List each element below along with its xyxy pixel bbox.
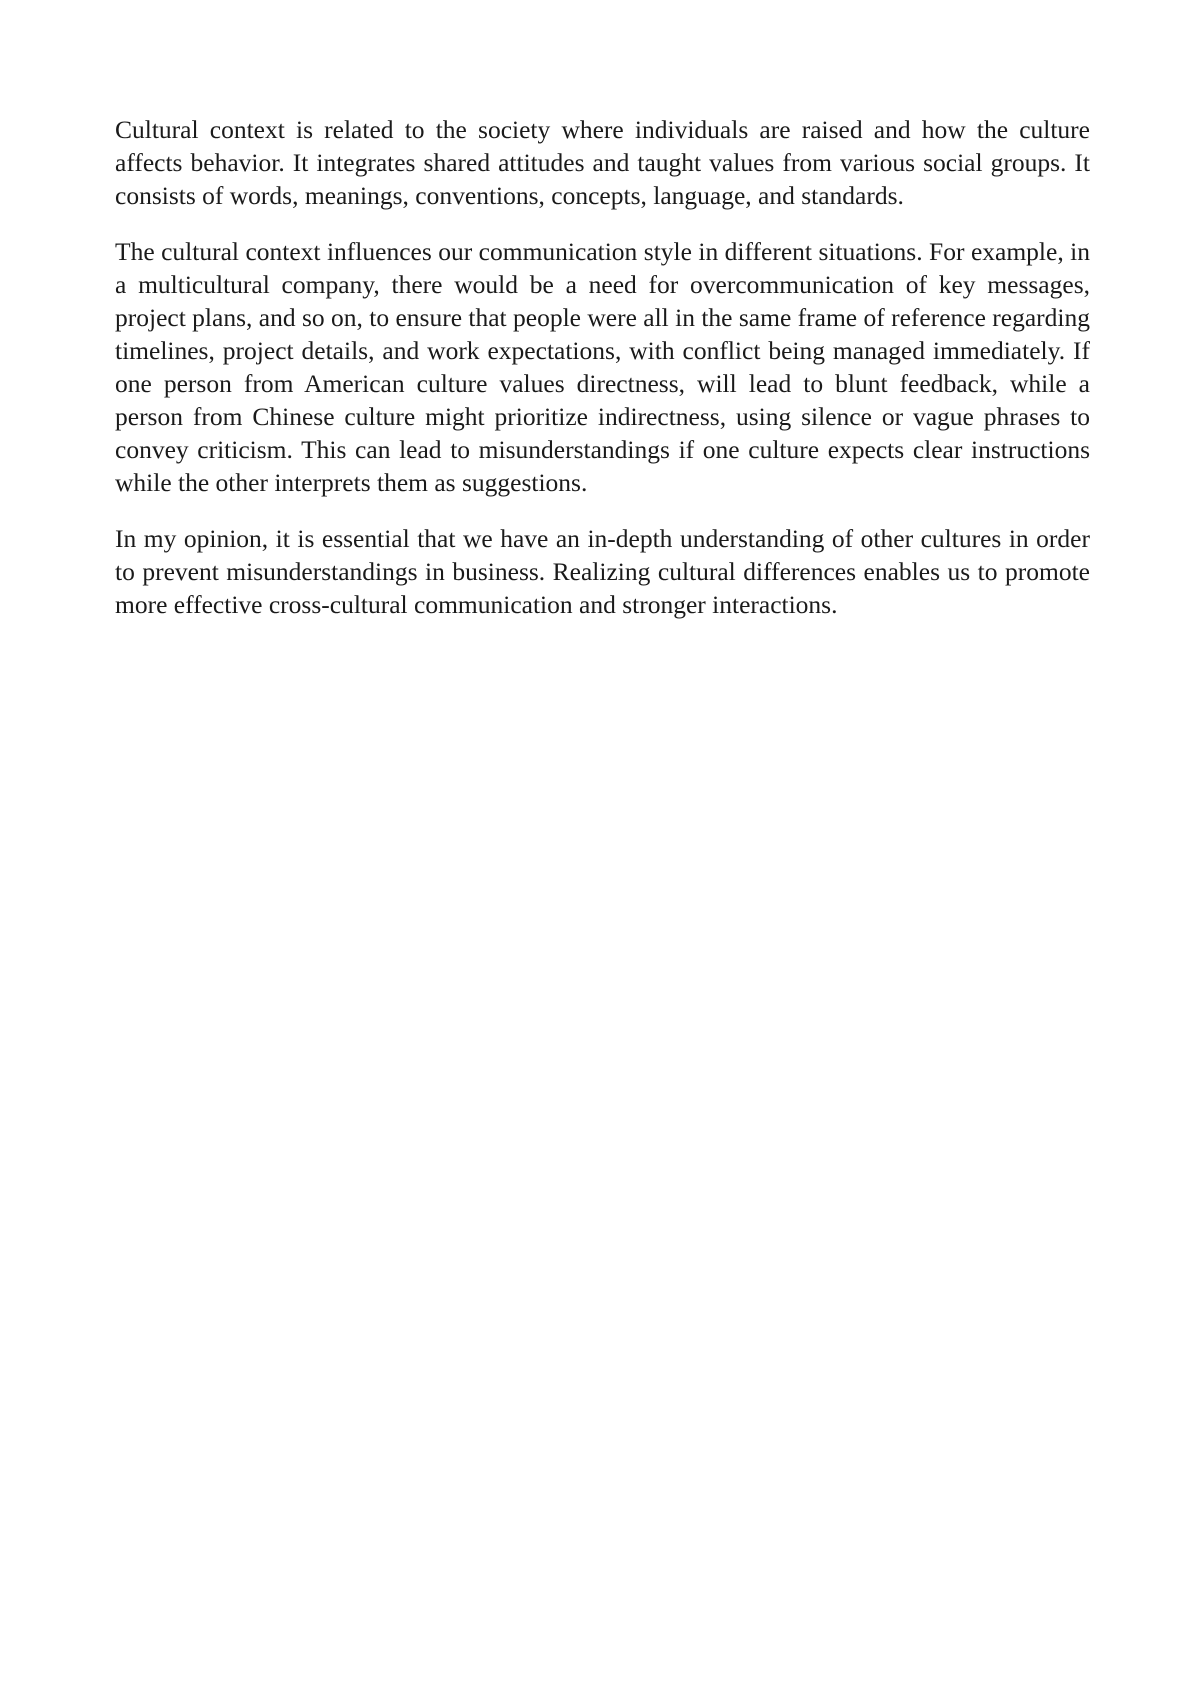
paragraph-cultural-context-definition: Cultural context is related to the society where individuals are raised and how the culture affects behavior. It integrates shared attitudes and taught values from various social groups. It consists of words, meanings, conventions, concepts, language, and standards.	[115, 115, 1090, 210]
document-body	[115, 113, 1090, 644]
paragraph-communication-style: The cultural context influences our communication style in different situations. For example, in a multicultural company, there would be a need for overcommunication of key messages, project plans, and so on, to ensure that people were all in the same frame of reference regarding timelines, project details, and work expectations, with conflict being managed immediately. If one person from American culture values directness, will lead to blunt feedback, while a person from Chinese culture might prioritize indirectness, using silence or vague phrases to convey criticism. This can lead to misunderstandings if one culture expects clear instructions while the other interprets them as suggestions.	[115, 237, 1090, 497]
paragraph-opinion: In my opinion, it is essential that we have an in-depth understanding of other cultures in order to prevent misunderstandings in business. Realizing cultural differences enables us to promote more effective cross-cultural communication and stronger interactions.	[115, 524, 1090, 619]
